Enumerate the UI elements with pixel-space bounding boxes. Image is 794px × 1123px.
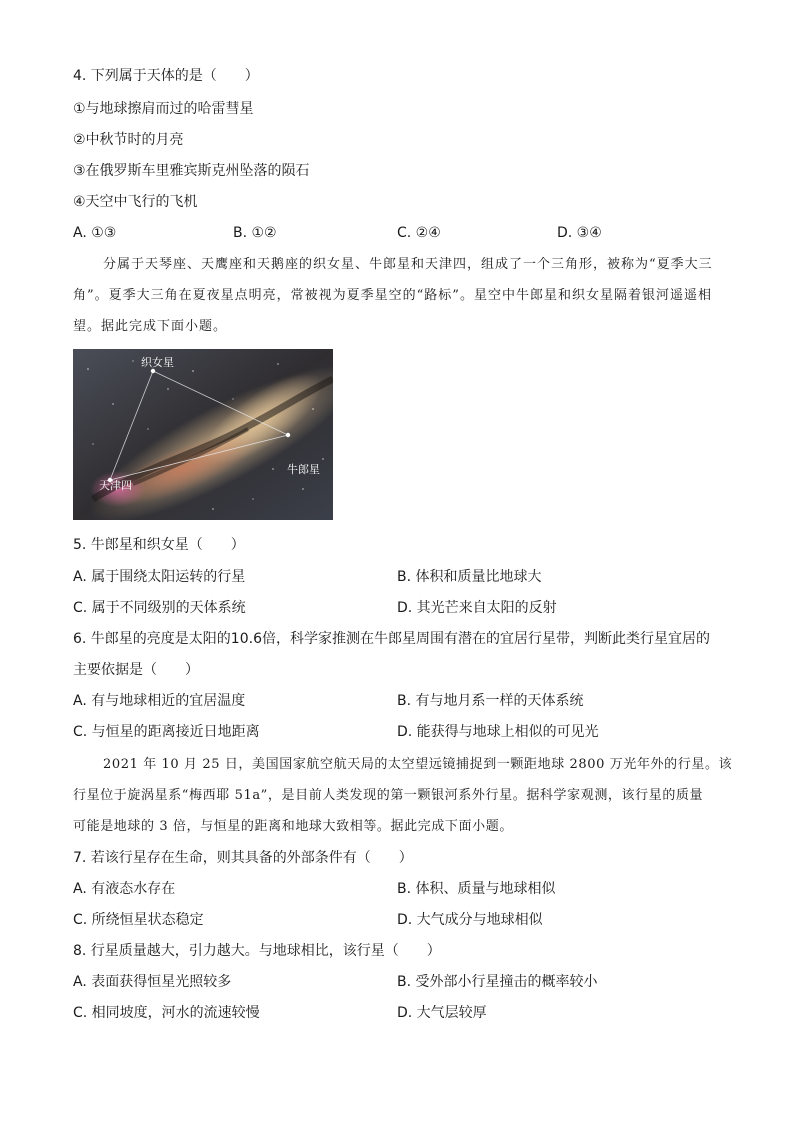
q5-option-a: A. 属于围绕太阳运转的行星 bbox=[73, 569, 246, 585]
q8-option-c: C. 相同坡度，河水的流速较慢 bbox=[73, 1005, 260, 1021]
deneb-label: 天津四 bbox=[99, 479, 132, 492]
q4-option-a: A. ①③ bbox=[73, 225, 117, 241]
passage1-line-2: 角”。夏季大三角在夏夜星点明亮，常被视为夏季星空的“路标”。星空中牛郎星和织女星隔着银河遥遥相 bbox=[73, 288, 712, 303]
q4-option-d: D. ③④ bbox=[557, 225, 602, 241]
q5-option-d: D. 其光芒来自太阳的反射 bbox=[397, 600, 557, 616]
passage2-line-2: 行星位于旋涡星系“梅西耶 51a”，是目前人类发现的第一颗银河系外行星。据科学家观测，该行星的质量 bbox=[73, 788, 704, 803]
q5-stem: 5. 牛郎星和织女星（ ） bbox=[73, 537, 245, 553]
q4-option-b: B. ①② bbox=[233, 225, 277, 241]
q6-stem-line-1: 6. 牛郎星的亮度是太阳的10.6倍，科学家推测在牛郎星周围有潜在的宜居行星带，判断此类行星宜居的 bbox=[73, 631, 710, 647]
milky-way-image bbox=[73, 349, 333, 520]
q8-stem: 8. 行星质量越大，引力越大。与地球相比，该行星（ ） bbox=[73, 943, 441, 959]
summer-triangle-photo bbox=[73, 349, 333, 520]
q6-option-b: B. 有与地月系一样的天体系统 bbox=[397, 693, 584, 709]
passage1-line-1: 分属于天琴座、天鹰座和天鹅座的织女星、牛郎星和天津四，组成了一个三角形，被称为“夏季大三 bbox=[103, 257, 713, 272]
q6-option-d: D. 能获得与地球上相似的可见光 bbox=[397, 724, 599, 740]
q8-option-b: B. 受外部小行星撞击的概率较小 bbox=[397, 974, 598, 990]
q7-option-a: A. 有液态水存在 bbox=[73, 881, 176, 897]
q6-option-c: C. 与恒星的距离接近日地距离 bbox=[73, 724, 260, 740]
q8-option-d: D. 大气层较厚 bbox=[397, 1005, 487, 1021]
altair-star-marker bbox=[286, 433, 290, 437]
q4-item-3: ③在俄罗斯车里雅宾斯克州坠落的陨石 bbox=[73, 163, 310, 179]
passage2-line-1: 2021 年 10 月 25 日，美国国家航空航天局的太空望远镜捕捉到一颗距地球 2800 万光年外的行星。该 bbox=[103, 757, 733, 772]
q6-option-a: A. 有与地球相近的宜居温度 bbox=[73, 693, 246, 709]
q5-option-c: C. 属于不同级别的天体系统 bbox=[73, 600, 246, 616]
q4-item-2: ②中秋节时的月亮 bbox=[73, 132, 184, 148]
q4-stem: 4. 下列属于天体的是（ ） bbox=[73, 68, 259, 84]
vega-label: 织女星 bbox=[141, 356, 174, 369]
altair-label: 牛郎星 bbox=[287, 463, 320, 476]
q7-option-d: D. 大气成分与地球相似 bbox=[397, 912, 543, 928]
q4-item-4: ④天空中飞行的飞机 bbox=[73, 194, 198, 210]
q4-item-1: ①与地球擦肩而过的哈雷彗星 bbox=[73, 101, 254, 117]
q5-option-b: B. 体积和质量比地球大 bbox=[397, 569, 542, 585]
passage2-line-3: 可能是地球的 3 倍，与恒星的距离和地球大致相等。据此完成下面小题。 bbox=[73, 819, 513, 834]
q6-stem-line-2: 主要依据是（ ） bbox=[73, 662, 199, 678]
q8-option-a: A. 表面获得恒星光照较多 bbox=[73, 974, 232, 990]
q7-stem: 7. 若该行星存在生命，则其具备的外部条件有（ ） bbox=[73, 850, 413, 866]
passage1-line-3: 望。据此完成下面小题。 bbox=[73, 319, 228, 334]
q7-option-c: C. 所绕恒星状态稳定 bbox=[73, 912, 204, 928]
q4-option-c: C. ②④ bbox=[397, 225, 441, 241]
q7-option-b: B. 体积、质量与地球相似 bbox=[397, 881, 556, 897]
